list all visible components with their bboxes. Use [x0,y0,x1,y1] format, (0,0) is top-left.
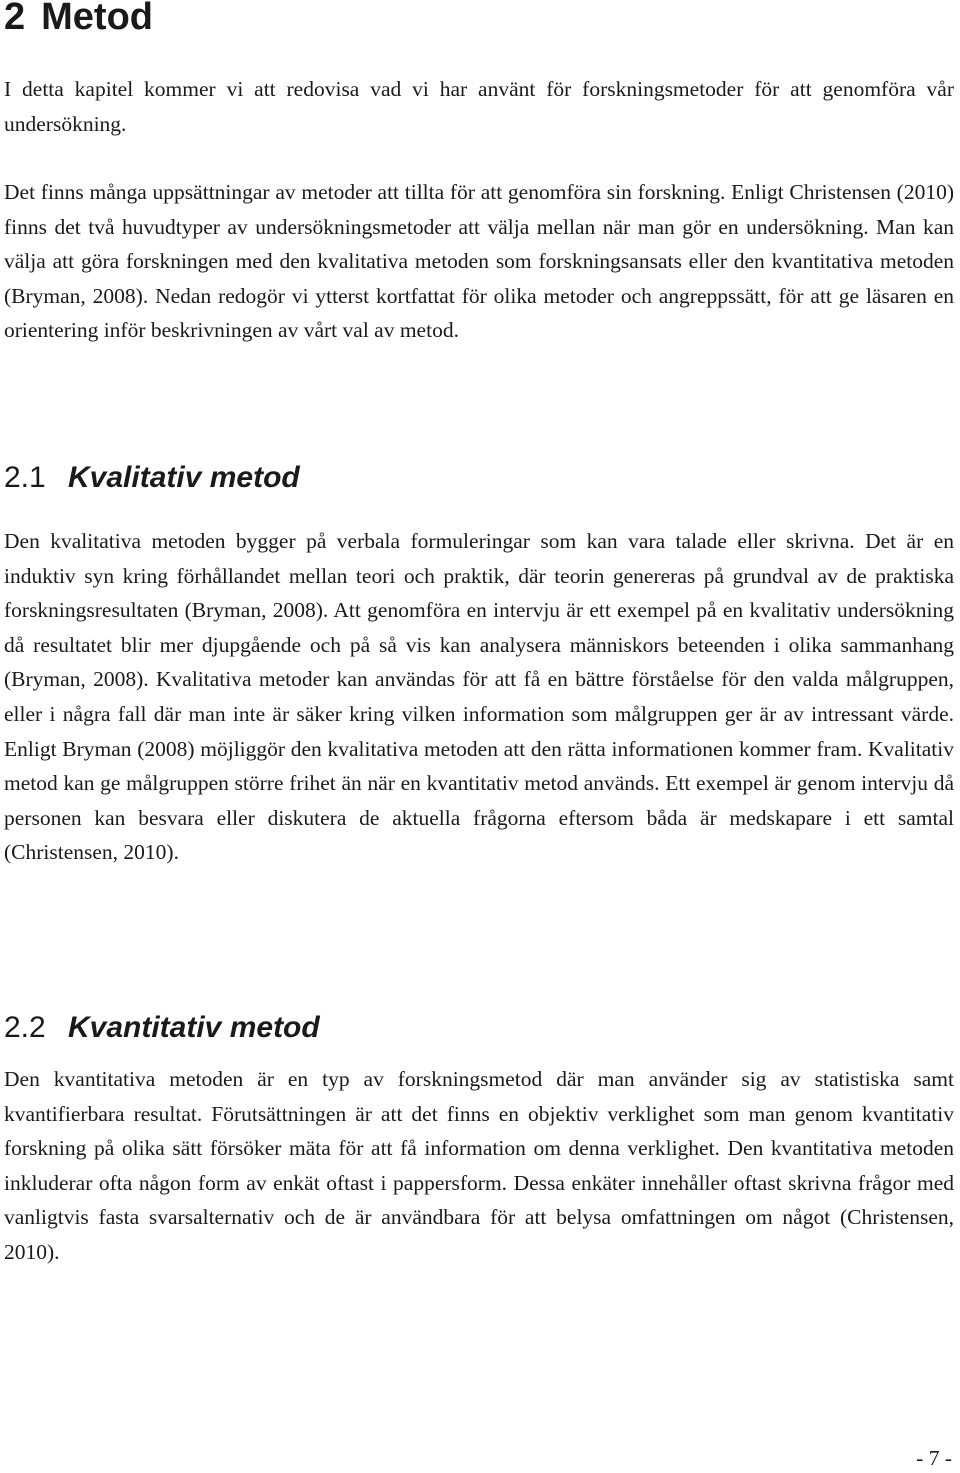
section-title: Kvantitativ metod [68,1011,320,1044]
section-number: 2.2 [4,1011,46,1044]
section-title: Kvalitativ metod [68,461,300,494]
intro-paragraph-1: I detta kapitel kommer vi att redovisa vad vi har använt för forskningsmetoder för att genomföra vår undersökning. [4,77,954,136]
intro-paragraph-2: Det finns många uppsättningar av metoder att tillta för att genomföra sin forskning. Enligt Christensen (2010) finns det två huvudtyper av undersökningsmetoder att välja mellan när man gör en undersökning. Man kan välja att göra forskningen med den kvalitativa metoden som forskningsansats eller den kvantitativa metoden (Bryman, 2008). Nedan redogör vi ytterst kortfattat för olika metoder och angreppssätt, för att ge läsaren en orientering inför beskrivningen av vårt val av metod. [4,180,954,343]
page-number: - 7 - [916,1446,952,1470]
chapter-heading [4,0,153,40]
section-heading-kvantitativ [4,1010,320,1046]
section-number: 2.1 [4,461,46,494]
section-heading-kvalitativ [4,460,300,496]
chapter-number: 2 [4,0,26,38]
chapter-title: Metod [41,0,154,38]
section-paragraph-kvantitativ: Den kvantitativa metoden är en typ av forskningsmetod där man använder sig av statistiska samt kvantifierbara resultat. Förutsättningen är att det finns en objektiv verklighet som man genom kvantitativ forskning på olika sätt försöker mäta för att få information om denna verklighet. Den kvantitativa metoden inkluderar ofta någon form av enkät oftast i pappersform. Dessa enkäter innehåller oftast skrivna frågor med vanligtvis fasta svarsalternativ och de är användbara för att belysa omfattningen om något (Christensen, 2010). [4,1067,954,1264]
section-paragraph-kvalitativ: Den kvalitativa metoden bygger på verbala formuleringar som kan vara talade eller skrivna. Det är en induktiv syn kring förhållandet mellan teori och praktik, där teorin genereras på grundval av de praktiska forskningsresultaten (Bryman, 2008). Att genomföra en intervju är ett exempel på en kvalitativ undersökning då resultatet blir mer djupgående och på så vis kan analysera människors beteenden i olika sammanhang (Bryman, 2008). Kvalitativa metoder kan användas för att få en bättre förståelse för den valda målgruppen, eller i några fall där man inte är säker kring vilken information som målgruppen ger är av intressant värde. Enligt Bryman (2008) möjliggör den kvalitativa metoden att den rätta informationen kommer fram. Kvalitativ metod kan ge målgruppen större frihet än när en kvantitativ metod används. Ett exempel är genom intervju då personen kan besvara eller diskutera de aktuella frågorna eftersom båda är medskapare i ett samtal (Christensen, 2010). [4,529,954,865]
